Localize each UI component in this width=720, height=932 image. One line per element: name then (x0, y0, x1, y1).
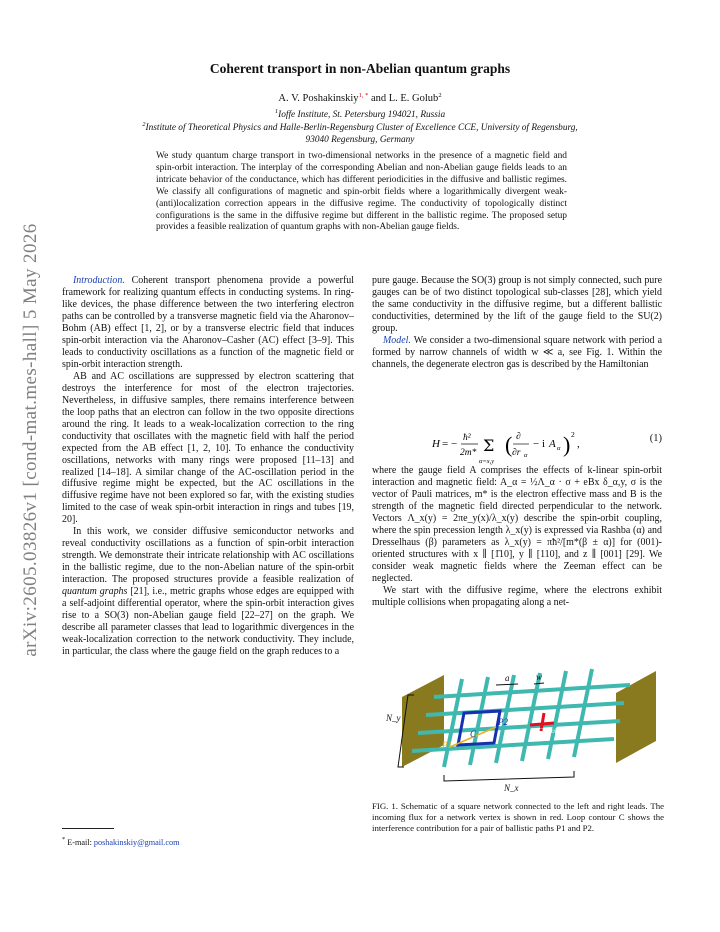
paragraph: In this work, we consider diffusive semiconductor networks and reveal conductivity oscillations as a function of spin-orbit interaction strength. We demonstrate their intricate relationship with AC oscillations in the ballistic regime, due to the non-Abelian nature of the spin-orbit interaction. The proposed structures provide a feasible realization of quantum graphs [21], i.e., metric graphs whose edges are equipped with a self-adjoint differential operator, where the spin-orbit interaction gives rise to a SO(3) non-Abelian gauge field [22–27] on the graph. We describe all parameter classes that lead to logarithmic divergences in the weak-localization correction to the network conductivity. They include, in particular, the class where the gauge field on the graph reduces to a (62, 526, 354, 658)
paragraph: We start with the diffusive regime, where the electrons exhibit multiple collisions when propagating along a net- (372, 584, 662, 608)
nx-label: N_x (504, 783, 519, 792)
left-lead (402, 675, 444, 767)
svg-text:ħ²: ħ² (463, 433, 471, 443)
paragraph: AB and AC oscillations are suppressed by electron scattering that destroys the interference for most of the electron trajectories. Nevertheless, in diffusive samples, there remains interference between the loop paths that an electron can follow in the two opposite directions around the ring. It leads to a weak-localization correction to the ring conductivity that oscillates with the magnetic field with half the period expected from the AB effect [1, 2, 10]. To enhance the conductivity oscillations, networks with many rings were proposed [11–13] and realized [14–18]. A similar change of the AC-oscillation period in the diffusive regime might be expected, but the AC oscillations in the diffusive regime have not been explored so far, with the existing studies limited to the case of weak spin-orbit interaction in rings and tubes [19, 20]. (62, 370, 354, 526)
right-column (372, 275, 662, 371)
left-column (62, 275, 354, 658)
affiliation-2: $^2$Institute of Theoretical Physics and Halle-Berlin-Regensburg Cluster of Excellence CCE, University of Regensburg, 93040 Regensburg, Germany (142, 121, 578, 145)
hamiltonian-formula (432, 425, 632, 469)
paragraph: where the gauge field A comprises the effects of k-linear spin-orbit interaction and magnetic field: A_α = ½Λ_α · σ + eBx δ_α,y, σ is the vector of Pauli matrices, m* is the electron effective mass and B is the strength of the magnetic field directed perpendicular to the network. Vectors Λ_x(y) = 2πe_y(x)/λ_x(y) describe the spin-orbit coupling, where the spin precession length λ_x(y) is expressed via Rashba (α) and Dresselhaus (β) parameters as λ_x(y) = πħ²/[m*(β ± α)] for (001)-oriented structures with x ∥ [1̄10], y ∥ [110], and z ∥ [001] [29]. We consider weak magnetic fields where the Zeeman effect can be neglected. (372, 465, 662, 584)
model-heading[interactable]: Model. (383, 334, 411, 346)
figure-1 (384, 667, 668, 792)
svg-text:= −: = − (442, 438, 458, 450)
paragraph: pure gauge. Because the SO(3) group is not simply connected, such pure gauges can be of two distinct topological sub-classes [28], which yield the same conductivity in the diffusive regime, but a different ballistic conductivities, determined by the lift of the gauge field to the SU(2) group. (372, 275, 662, 334)
svg-text:∂: ∂ (516, 432, 521, 442)
right-column-continued (372, 465, 662, 609)
arxiv-sidebar (14, 205, 48, 675)
author-2-marks: 2 (438, 92, 442, 99)
nx-bracket (444, 771, 574, 781)
intro-paragraph: Introduction. Coherent transport phenomena provide a powerful framework for realizing quantum effects in conducting systems. In ring-like devices, the phase difference between the two interfering electron paths can be controlled by a transverse magnetic field via the Aharonov–Bohm (AB) effect [1, 2], or by a transverse electric field that induces spin-orbit interaction via the Aharonov–Casher (AC) effect [3–9]. This leads to conductivity oscillations as a function of the magnetic field or spin-orbit interaction strength. (62, 275, 354, 370)
cmob-label: C_mob (538, 727, 559, 735)
author-1: A. V. Poshakinskiy (278, 93, 359, 104)
svg-text:− i: − i (533, 438, 546, 450)
a-label: a (505, 673, 510, 683)
svg-text:H: H (432, 438, 440, 450)
p1-label: P1 (442, 740, 452, 750)
w-label: w (536, 672, 543, 682)
footnote: * E-mail: poshakinskiy@gmail.com (62, 836, 180, 847)
author-1-marks[interactable]: 1, * (358, 92, 369, 99)
author-line (0, 93, 720, 104)
network-schematic (384, 667, 668, 792)
svg-text:A: A (549, 438, 556, 450)
arxiv-identifier: arXiv:2605.03826v1 [cond-mat.mes-hall] 5 May 2026 (20, 223, 41, 657)
equation-1 (372, 421, 662, 465)
equation-number: (1) (649, 433, 662, 444)
svg-text:): ) (563, 432, 571, 457)
paper-title: Coherent transport in non-Abelian quantum graphs (209, 61, 511, 76)
author-2: L. E. Golub (388, 93, 439, 104)
affiliation-1: $^1$Ioffe Institute, St. Petersburg 194021, Russia (274, 108, 446, 120)
svg-text:(: ( (505, 432, 513, 457)
svg-text:∂r: ∂r (512, 448, 521, 458)
svg-text:,: , (577, 438, 580, 450)
vertical-channels (444, 669, 592, 767)
model-paragraph: Model. We consider a two-dimensional square network with period a formed by narrow channels of width w ≪ a, see Fig. 1. Within the channels, the degenerate electron gas is described by the Hamiltonian (372, 334, 662, 370)
svg-text:α: α (524, 452, 528, 459)
c-label: C (470, 729, 477, 739)
intro-heading[interactable]: Introduction. (73, 275, 125, 286)
abstract: We study quantum charge transport in two-dimensional networks in the presence of a magnetic field and spin-orbit interaction. The interplay of the corresponding Abelian and non-Abelian gauge fields leads to an intricate behavior of the conductance, which has different periodicities in the diffusive and ballistic regimes. We classify all configurations of magnetic and spin-orbit fields where a logarithmically divergent weak-(anti)localization correction appears in the diffusive regime. The conductivity of topologically distinct configurations is the same in the diffusive regime but different in the ballistic regime. The proposed setup provides a feasible realization of quantum graphs with non-Abelian gauge fields. (156, 151, 567, 233)
email-link[interactable]: poshakinskiy@gmail.com (93, 838, 180, 847)
svg-text:2m*: 2m* (460, 448, 477, 458)
author-and: and (368, 93, 389, 104)
svg-text:Σ: Σ (483, 436, 495, 455)
svg-text:α=x,y: α=x,y (479, 458, 495, 465)
figure-caption: FIG. 1. Schematic of a square network connected to the left and right leads. The incoming flux for a network vertex is shown in red. Loop contour C shows the interference contribution for a pair of ballistic paths P1 and P2. (372, 801, 664, 833)
svg-text:α: α (557, 445, 561, 452)
svg-text:2: 2 (571, 430, 575, 439)
footnote-rule (62, 828, 114, 829)
ny-label: N_y (386, 713, 401, 723)
p2-label: P2 (498, 717, 508, 727)
